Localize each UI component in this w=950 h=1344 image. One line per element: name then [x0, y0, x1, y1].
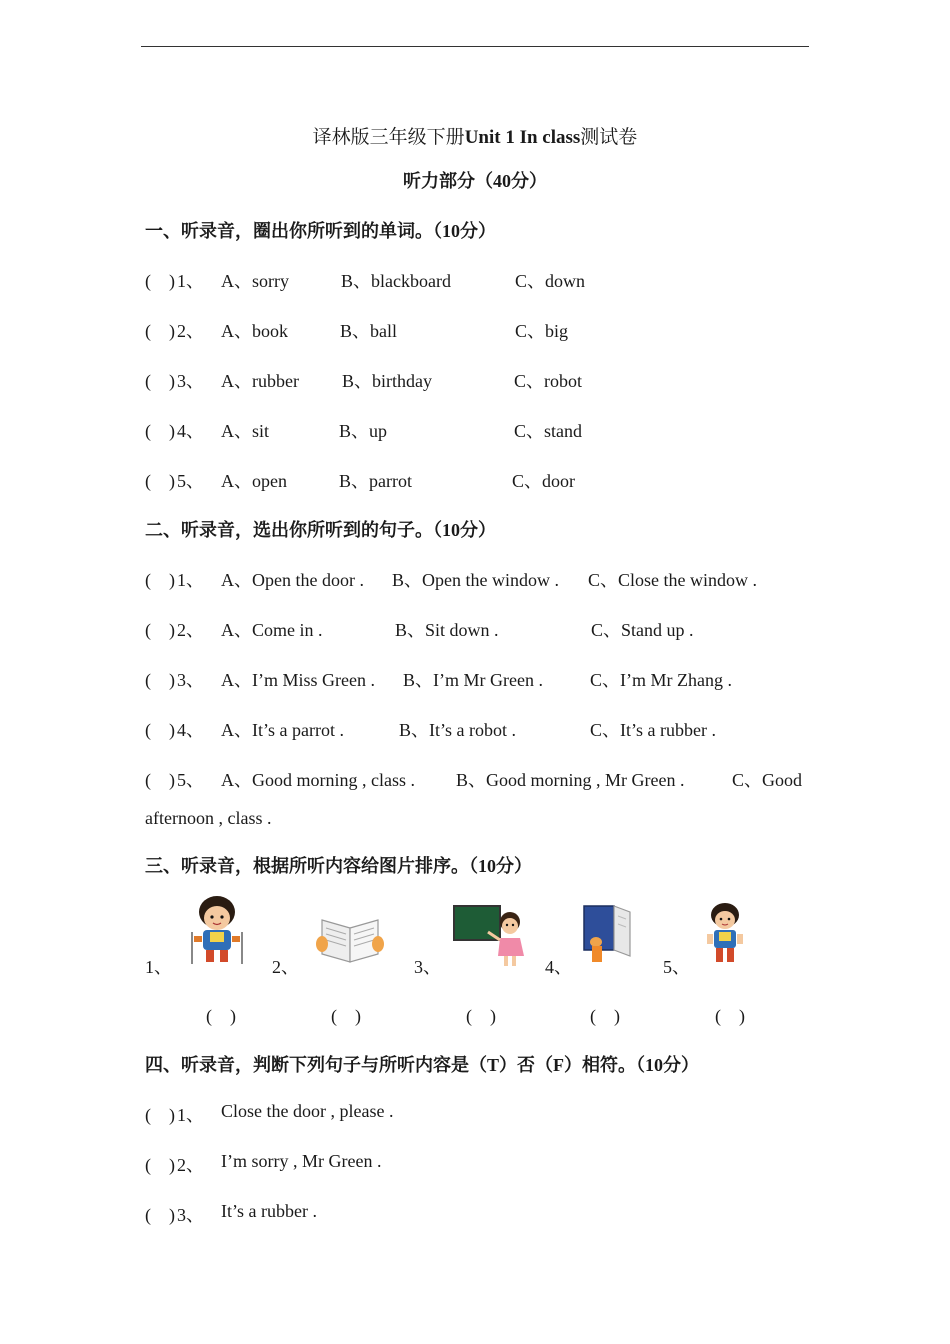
option-b: B、It’s a robot . [399, 720, 516, 740]
question-number: 1、 [177, 570, 204, 590]
statement-text: I’m sorry , Mr Green . [221, 1151, 382, 1171]
option-a: A、Open the door . [221, 570, 364, 590]
answer-blank: ( ) [145, 670, 175, 690]
question-row [145, 616, 810, 640]
answer-blank: ( ) [145, 1155, 175, 1175]
option-c: C、Good [732, 770, 803, 790]
statement-text: Close the door , please . [221, 1101, 394, 1121]
answer-blank: ( ) [590, 1006, 620, 1026]
open-book-icon [314, 908, 386, 968]
option-c: C、Stand up . [591, 620, 694, 640]
option-c: C、down [515, 271, 586, 291]
option-c: C、Close the window . [588, 570, 757, 590]
answer-blank: ( ) [145, 271, 175, 291]
question-row [145, 766, 810, 790]
answer-blank: ( ) [206, 1006, 236, 1026]
option-b: B、up [339, 421, 388, 441]
section-3-heading: 三、听录音，根据所听内容给图片排序。（10分） [145, 856, 532, 876]
question-row [145, 1151, 810, 1175]
option-b: B、Open the window . [392, 570, 559, 590]
title-en: Unit 1 In class [464, 127, 581, 148]
question-number: 5、 [177, 471, 204, 491]
section-1-heading: 一、听录音，圈出你所听到的单词。（10分） [145, 221, 496, 241]
option-b: B、blackboard [341, 271, 451, 291]
answer-blank: ( ) [145, 321, 175, 341]
answer-blank: ( ) [145, 770, 175, 790]
title-cn: 译林版三年级下册 [312, 127, 465, 148]
option-b: B、I’m Mr Green . [403, 670, 543, 690]
page-title [0, 122, 950, 149]
option-b: B、parrot [339, 471, 412, 491]
question-number: 2、 [177, 620, 204, 640]
answer-blank: ( ) [145, 421, 175, 441]
closed-book-icon [578, 902, 638, 966]
option-a: A、Come in . [221, 620, 323, 640]
option-b: B、Good morning , Mr Green . [456, 770, 685, 790]
question-row [145, 1101, 810, 1125]
answer-blank: ( ) [145, 1205, 175, 1225]
option-a: A、rubber [221, 371, 299, 391]
question-row [145, 417, 810, 441]
question-number: 3、 [177, 670, 204, 690]
boy-standing-icon [702, 900, 748, 966]
option-a: A、I’m Miss Green . [221, 670, 375, 690]
option-a: A、Good morning , class . [221, 770, 415, 790]
question-number: 1、 [177, 1105, 204, 1125]
question-row [145, 467, 810, 491]
question-row [145, 666, 810, 690]
option-a: A、book [221, 321, 288, 341]
option-c: C、stand [514, 421, 583, 441]
question-number: 2、 [177, 321, 204, 341]
question-row [145, 1201, 810, 1225]
section-4-heading: 四、听录音，判断下列句子与所听内容是（T）否（F）相符。（10分） [145, 1055, 699, 1075]
answer-blank: ( ) [715, 1006, 745, 1026]
picture-label: 4、 [545, 957, 572, 977]
option-a: A、sit [221, 421, 270, 441]
option-c-continued: afternoon , class . [145, 808, 272, 828]
option-a: A、sorry [221, 271, 289, 291]
question-number: 2、 [177, 1155, 204, 1175]
question-number: 4、 [177, 421, 204, 441]
teacher-blackboard-icon [452, 904, 530, 970]
option-c: C、robot [514, 371, 583, 391]
title-cn2: 测试卷 [580, 127, 638, 148]
question-number: 3、 [177, 1205, 204, 1225]
question-row [145, 566, 810, 590]
question-number: 5、 [177, 770, 204, 790]
answer-blank: ( ) [331, 1006, 361, 1026]
boy-sitting-icon [186, 892, 248, 966]
option-b: B、birthday [342, 371, 432, 391]
picture-label: 5、 [663, 957, 690, 977]
header-rule [141, 46, 809, 47]
option-a: A、open [221, 471, 287, 491]
answer-blank: ( ) [145, 620, 175, 640]
picture-label: 1、 [145, 957, 172, 977]
option-c: C、big [515, 321, 569, 341]
answer-blank: ( ) [145, 471, 175, 491]
question-number: 4、 [177, 720, 204, 740]
section-2-heading: 二、听录音，选出你所听到的句子。（10分） [145, 520, 496, 540]
picture-label: 2、 [272, 957, 299, 977]
answer-blank: ( ) [145, 570, 175, 590]
option-c: C、It’s a rubber . [590, 720, 716, 740]
question-row [145, 367, 810, 391]
option-a: A、It’s a parrot . [221, 720, 344, 740]
subtitle: 听力部分（40分） [403, 171, 547, 191]
option-b: B、ball [340, 321, 397, 341]
question-number: 3、 [177, 371, 204, 391]
option-c: C、door [512, 471, 575, 491]
statement-text: It’s a rubber . [221, 1201, 317, 1221]
answer-blank: ( ) [145, 720, 175, 740]
option-b: B、Sit down . [395, 620, 499, 640]
question-row [145, 267, 810, 291]
answer-blank: ( ) [145, 1105, 175, 1125]
question-row [145, 716, 810, 740]
answer-blank: ( ) [466, 1006, 496, 1026]
question-row [145, 317, 810, 341]
question-number: 1、 [177, 271, 204, 291]
answer-blank: ( ) [145, 371, 175, 391]
picture-label: 3、 [414, 957, 441, 977]
option-c: C、I’m Mr Zhang . [590, 670, 732, 690]
